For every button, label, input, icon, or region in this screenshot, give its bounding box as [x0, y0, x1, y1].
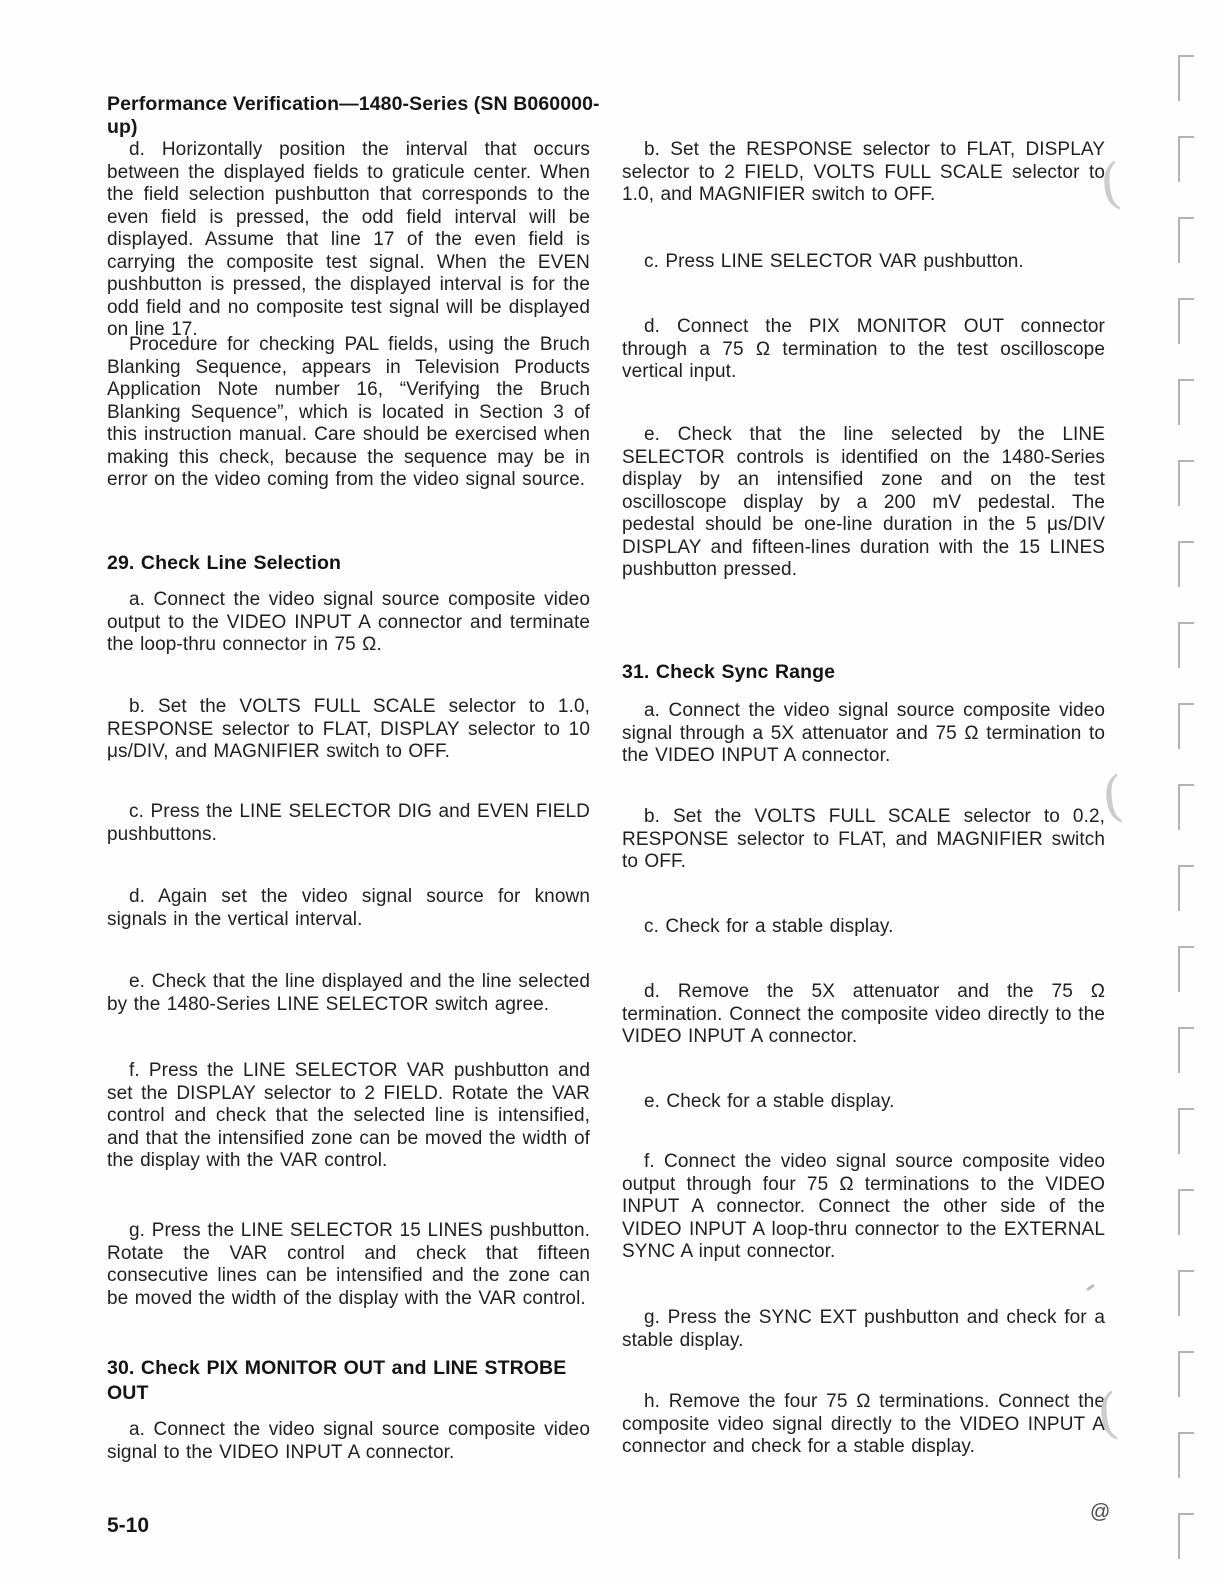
step-paragraph: e. Check that the line displayed and the line selected by the 1480-Series LINE SELECTOR switch agree.	[107, 971, 590, 1015]
step-paragraph: c. Check for a stable display.	[644, 916, 894, 937]
step-paragraph: g. Press the LINE SELECTOR 15 LINES pushbutton. Rotate the VAR control and check that fifteen consecutive lines can be intensified and the zone can be moved the width of the display with the VAR control.	[107, 1220, 590, 1309]
section-heading: 31. Check Sync Range	[622, 661, 836, 683]
step-paragraph: c. Press LINE SELECTOR VAR pushbutton.	[644, 251, 1024, 272]
scan-artifact-speck	[1086, 1284, 1095, 1292]
scan-artifact-parenthesis: (	[1096, 151, 1125, 216]
step-paragraph: b. Set the RESPONSE selector to FLAT, DISPLAY selector to 2 FIELD, VOLTS FULL SCALE selector to 1.0, and MAGNIFIER switch to OFF.	[622, 139, 1105, 205]
scan-artifact-parenthesis: (	[1093, 1381, 1122, 1446]
step-paragraph: d. Again set the video signal source for known signals in the vertical interval.	[107, 886, 590, 930]
step-paragraph: d. Connect the PIX MONITOR OUT connector through a 75 Ω termination to the test oscilloscope vertical input.	[622, 316, 1105, 382]
step-paragraph: h. Remove the four 75 Ω terminations. Connect the composite video signal directly to the VIDEO INPUT A connector and check for a stable display.	[622, 1391, 1105, 1457]
step-paragraph: g. Press the SYNC EXT pushbutton and check for a stable display.	[622, 1307, 1105, 1351]
step-paragraph: f. Connect the video signal source composite video output through four 75 Ω terminations to the VIDEO INPUT A connector. Connect the other side of the VIDEO INPUT A loop-thru connector to the EXTERNAL SYNC A input connector.	[622, 1151, 1105, 1262]
step-paragraph: b. Set the VOLTS FULL SCALE selector to 1.0, RESPONSE selector to FLAT, DISPLAY selector to 10 μs/DIV, and MAGNIFIER switch to OFF.	[107, 696, 590, 762]
step-paragraph: f. Press the LINE SELECTOR VAR pushbutton and set the DISPLAY selector to 2 FIELD. Rotate the VAR control and check that the selected line is intensified, and that the intensified zone can be moved the width of the display with the VAR control.	[107, 1060, 590, 1171]
step-paragraph: b. Set the VOLTS FULL SCALE selector to 0.2, RESPONSE selector to FLAT, and MAGNIFIER switch to OFF.	[622, 806, 1105, 872]
step-paragraph: a. Connect the video signal source composite video signal to the VIDEO INPUT A connector.	[107, 1419, 590, 1463]
body-paragraph: Procedure for checking PAL fields, using the Bruch Blanking Sequence, appears in Television Products Application Note number 16, “Verifying the Bruch Blanking Sequence”, which is located in Section 3 of this instruction manual. Care should be exercised when making this check, because the sequence may be in error on the video coming from the video signal source.	[107, 334, 590, 490]
step-paragraph: a. Connect the video signal source composite video signal through a 5X attenuator and 75 Ω termination to the VIDEO INPUT A connector.	[622, 700, 1105, 766]
step-paragraph: e. Check for a stable display.	[644, 1091, 895, 1112]
step-paragraph: d. Horizontally position the interval that occurs between the displayed fields to graticule center. When the field selection pushbutton that corresponds to the even field is pressed, the odd field interval will be displayed. Assume that line 17 of the even field is carrying the composite test signal. When the EVEN pushbutton is pressed, the displayed interval is for the odd field and no composite test signal will be displayed on line 17.	[107, 139, 590, 340]
registration-at-mark: @	[1090, 1501, 1111, 1523]
page-header: Performance Verification—1480-Series (SN B060000-up)	[107, 93, 600, 138]
step-paragraph: d. Remove the 5X attenuator and the 75 Ω termination. Connect the composite video directly to the VIDEO INPUT A connector.	[622, 981, 1105, 1047]
edge-bracket-marks	[1178, 55, 1198, 1560]
section-heading: 29. Check Line Selection	[107, 552, 342, 574]
step-paragraph: a. Connect the video signal source composite video output to the VIDEO INPUT A connector and terminate the loop-thru connector in 75 Ω.	[107, 589, 590, 655]
page-number: 5-10	[107, 1514, 150, 1537]
scan-artifact-parenthesis: (	[1098, 764, 1127, 829]
step-paragraph: c. Press the LINE SELECTOR DIG and EVEN FIELD pushbuttons.	[107, 801, 590, 845]
section-heading: 30. Check PIX MONITOR OUT and LINE STROBE OUT	[107, 1357, 567, 1404]
step-paragraph: e. Check that the line selected by the LINE SELECTOR controls is identified on the 1480-Series display by an intensified zone and on the test oscilloscope display by a 200 mV pedestal. The pedestal should be one-line duration in the 5 μs/DIV DISPLAY and fifteen-lines duration with the 15 LINES pushbutton pressed.	[622, 424, 1105, 580]
